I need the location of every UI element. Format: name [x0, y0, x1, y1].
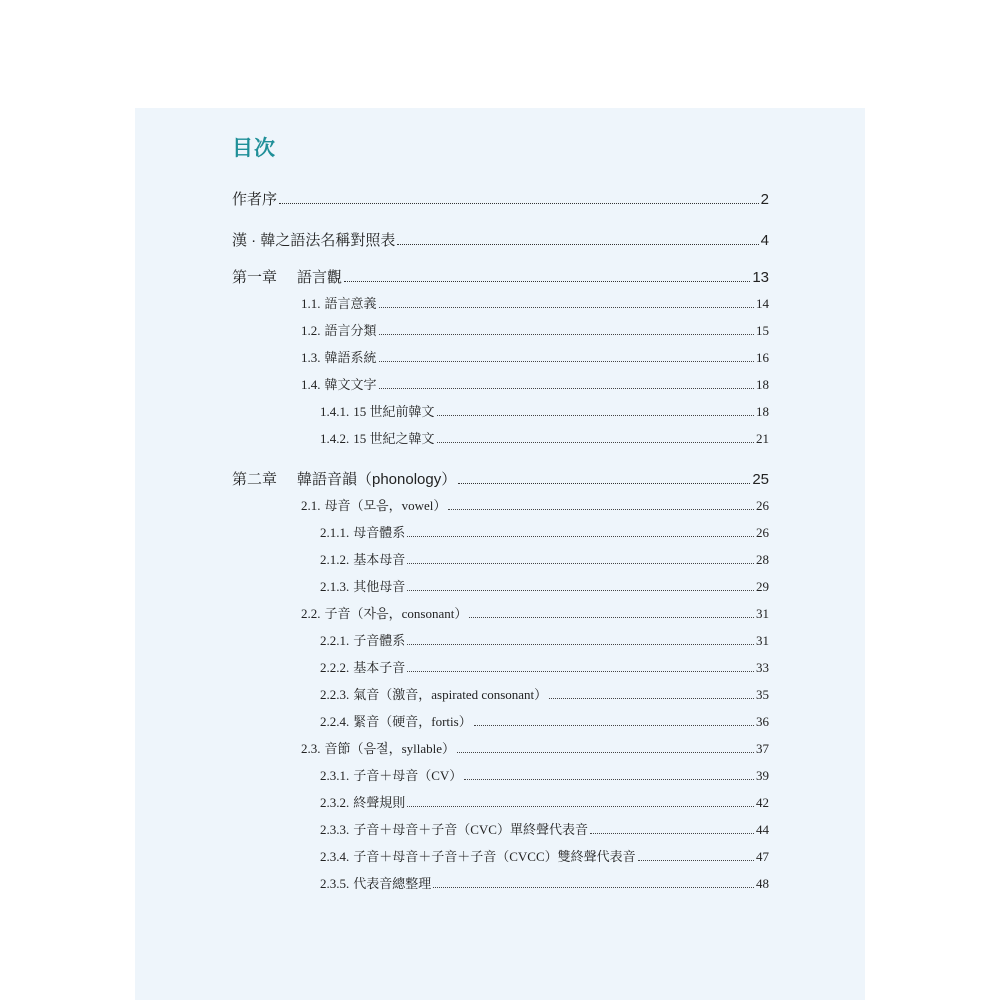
toc-entry-title: 代表音總整理 — [353, 876, 432, 891]
toc-entry-title: 韓語音韻（phonology） — [297, 471, 457, 488]
toc-leader-dots — [379, 333, 754, 335]
toc-entry-page: 18 — [756, 404, 769, 419]
toc-entry-title: 緊音（硬音，fortis） — [353, 714, 472, 729]
toc-entry-page: 36 — [756, 714, 769, 729]
toc-entry-title: 子音（자음，consonant） — [324, 606, 468, 621]
toc-leader-dots — [590, 832, 754, 834]
toc-leader-dots — [407, 670, 754, 672]
toc-leader-dots — [469, 616, 754, 618]
toc-entry-title: 15 世紀之韓文 — [353, 431, 435, 446]
toc-entry-title: 氣音（激音，aspirated consonant） — [353, 687, 548, 702]
toc-entry-title: 基本母音 — [353, 552, 406, 567]
toc-entry — [301, 603, 769, 622]
toc-entry-number: 2.2.2. — [320, 660, 350, 675]
toc-entry-title: 其他母音 — [353, 579, 406, 594]
toc-entry-number: 2.3.5. — [320, 876, 350, 891]
toc-entry-title: 語言意義 — [324, 296, 377, 311]
toc-entry-number: 1.4.1. — [320, 404, 350, 419]
toc-leader-dots — [474, 724, 754, 726]
toc-entry — [232, 266, 769, 287]
toc-entry-number: 2.2.1. — [320, 633, 350, 648]
toc-entry-title: 終聲規則 — [353, 795, 406, 810]
toc-entry-page: 33 — [756, 660, 769, 675]
toc-leader-dots — [407, 535, 754, 537]
toc-entry-title: 韓語系統 — [324, 350, 377, 365]
toc-entry-number: 2.1.2. — [320, 552, 350, 567]
toc-entry — [301, 374, 769, 393]
toc-entry-page: 28 — [756, 552, 769, 567]
toc-leader-dots — [638, 859, 754, 861]
toc-entry-title: 基本子音 — [353, 660, 406, 675]
toc-entry-title: 漢 · 韓之語法名稱對照表 — [232, 232, 396, 249]
toc-leader-dots — [448, 508, 754, 510]
toc-entry-page: 15 — [756, 323, 769, 338]
toc-entry-number: 2.2.3. — [320, 687, 350, 702]
toc-entry — [320, 576, 769, 595]
toc-entry-title: 子音＋母音＋子音（CVC）單終聲代表音 — [353, 822, 588, 837]
toc-entry-page: 48 — [756, 876, 769, 891]
toc-leader-dots — [379, 360, 754, 362]
toc-entry-title: 子音＋母音＋子音＋子音（CVCC）雙終聲代表音 — [353, 849, 636, 864]
toc-entry — [320, 657, 769, 676]
toc-leader-dots — [379, 306, 754, 308]
toc-entry-number: 2.3.2. — [320, 795, 350, 810]
toc-entry-number: 2.3.4. — [320, 849, 350, 864]
toc-entry-page: 31 — [756, 606, 769, 621]
toc-entry-number: 2.3.1. — [320, 768, 350, 783]
toc-leader-dots — [457, 751, 754, 753]
toc-entry — [320, 428, 769, 447]
toc-leader-dots — [437, 414, 754, 416]
toc-entry — [320, 765, 769, 784]
toc-entry — [232, 229, 769, 250]
toc-entry-number: 2.3.3. — [320, 822, 350, 837]
toc-entry-page: 26 — [756, 498, 769, 513]
toc-list — [135, 108, 865, 1000]
toc-entry-number: 第一章 — [232, 269, 278, 286]
toc-entry-title: 語言分類 — [324, 323, 377, 338]
toc-entry-number: 2.2.4. — [320, 714, 350, 729]
toc-entry-page: 37 — [756, 741, 769, 756]
toc-title: 目次 — [232, 136, 276, 160]
toc-entry-number: 1.1. — [301, 296, 321, 311]
toc-leader-dots — [344, 280, 750, 282]
toc-entry-title: 母音（모음，vowel） — [324, 498, 447, 513]
toc-entry-number: 1.4.2. — [320, 431, 350, 446]
toc-entry-page: 42 — [756, 795, 769, 810]
toc-entry-page: 14 — [756, 296, 769, 311]
toc-entry-number: 2.2. — [301, 606, 321, 621]
toc-leader-dots — [437, 441, 754, 443]
toc-entry — [232, 468, 769, 489]
toc-entry-page: 13 — [752, 269, 769, 286]
toc-entry — [320, 522, 769, 541]
toc-entry — [320, 549, 769, 568]
toc-entry-title: 15 世紀前韓文 — [353, 404, 435, 419]
toc-page — [135, 108, 865, 1000]
toc-leader-dots — [279, 202, 759, 204]
toc-entry-title: 作者序 — [232, 191, 278, 208]
toc-leader-dots — [433, 886, 754, 888]
toc-entry-title: 子音體系 — [353, 633, 406, 648]
toc-leader-dots — [549, 697, 754, 699]
toc-entry — [320, 684, 769, 703]
toc-leader-dots — [407, 589, 754, 591]
toc-entry-page: 29 — [756, 579, 769, 594]
toc-entry-page: 25 — [752, 471, 769, 488]
toc-leader-dots — [407, 643, 754, 645]
toc-entry-page: 18 — [756, 377, 769, 392]
toc-entry-number: 1.2. — [301, 323, 321, 338]
toc-entry-title: 語言觀 — [297, 269, 343, 286]
toc-entry-title: 音節（음절，syllable） — [324, 741, 456, 756]
toc-entry-page: 35 — [756, 687, 769, 702]
toc-entry-number: 第二章 — [232, 471, 278, 488]
toc-entry-page: 16 — [756, 350, 769, 365]
toc-entry — [301, 738, 769, 757]
toc-entry-number: 2.1.3. — [320, 579, 350, 594]
toc-entry-number: 1.4. — [301, 377, 321, 392]
toc-entry-page: 31 — [756, 633, 769, 648]
toc-entry-page: 4 — [760, 232, 769, 249]
toc-entry — [301, 495, 769, 514]
toc-entry — [320, 846, 769, 865]
toc-leader-dots — [379, 387, 754, 389]
toc-entry — [320, 630, 769, 649]
toc-entry-page: 21 — [756, 431, 769, 446]
toc-entry-number: 2.3. — [301, 741, 321, 756]
toc-entry-page: 26 — [756, 525, 769, 540]
toc-entry-page: 44 — [756, 822, 769, 837]
toc-entry-title: 母音體系 — [353, 525, 406, 540]
toc-entry — [301, 320, 769, 339]
toc-leader-dots — [397, 243, 758, 245]
toc-entry-page: 2 — [760, 191, 769, 208]
toc-entry — [320, 873, 769, 892]
toc-entry-title: 子音＋母音（CV） — [353, 768, 463, 783]
toc-entry — [301, 347, 769, 366]
toc-entry — [320, 819, 769, 838]
toc-entry — [320, 711, 769, 730]
toc-entry — [232, 188, 769, 209]
toc-entry-page: 39 — [756, 768, 769, 783]
toc-entry-title: 韓文文字 — [324, 377, 377, 392]
toc-entry-number: 1.3. — [301, 350, 321, 365]
toc-entry-number: 2.1. — [301, 498, 321, 513]
toc-entry-number: 2.1.1. — [320, 525, 350, 540]
toc-entry — [301, 293, 769, 312]
toc-entry-page: 47 — [756, 849, 769, 864]
toc-leader-dots — [407, 562, 754, 564]
toc-leader-dots — [407, 805, 754, 807]
toc-entry — [320, 792, 769, 811]
toc-leader-dots — [464, 778, 754, 780]
toc-entry — [320, 401, 769, 420]
toc-leader-dots — [458, 482, 750, 484]
